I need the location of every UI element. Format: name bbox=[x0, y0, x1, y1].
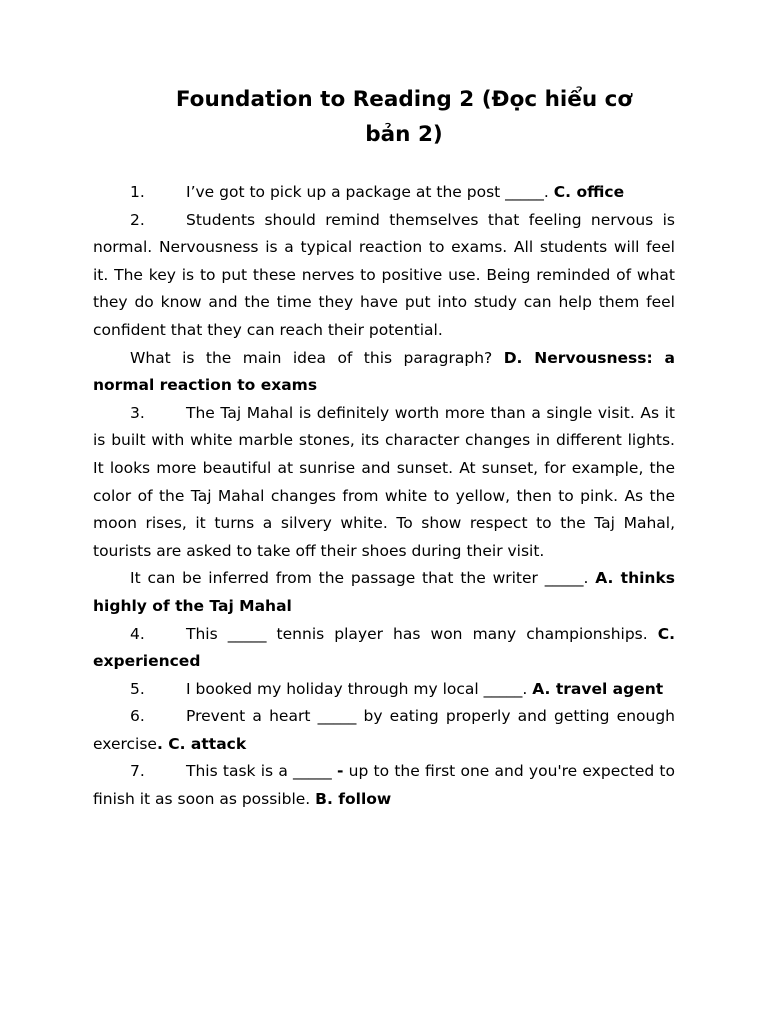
answer: A. thinks highly of the Taj Mahal bbox=[93, 569, 675, 615]
question-3-prompt bbox=[93, 565, 675, 620]
question-3-passage bbox=[93, 400, 675, 566]
question-number: 2. bbox=[130, 210, 145, 229]
question-text: It can be inferred from the passage that the writer _____. bbox=[130, 569, 596, 588]
question-5 bbox=[93, 676, 675, 704]
document-page bbox=[93, 82, 675, 814]
answer: A. travel agent bbox=[532, 679, 664, 698]
question-number: 3. bbox=[130, 403, 145, 422]
question-2-passage bbox=[93, 207, 675, 345]
answer: C. office bbox=[553, 183, 625, 201]
question-1 bbox=[93, 179, 675, 207]
question-number: 7. bbox=[130, 762, 145, 781]
question-number: 4. bbox=[130, 624, 145, 643]
question-text: I’ve got to pick up a package at the post _____. bbox=[186, 183, 554, 201]
dash-mark: - bbox=[337, 762, 344, 781]
document-title bbox=[93, 82, 675, 152]
question-text: What is the main idea of this paragraph? bbox=[130, 348, 504, 367]
question-number: 5. bbox=[130, 679, 145, 698]
title-line-2: bản 2) bbox=[365, 122, 443, 147]
answer: D. Nervousness: a normal reaction to exams bbox=[93, 348, 675, 395]
question-text: I booked my holiday through my local _____. bbox=[186, 679, 533, 698]
passage-text: Students should remind themselves that feeling nervous is normal. Nervousness is a typical reaction to exams. All students will feel it. The key is to put these nerves to positive use. Being reminded of what they do know and the time they have put into study can help them feel confident that they can reach their potential. bbox=[93, 210, 675, 339]
question-text: This _____ tennis player has won many championships. bbox=[186, 624, 658, 643]
question-number: 6. bbox=[130, 707, 145, 726]
answer: B. follow bbox=[315, 790, 392, 809]
answer: . C. attack bbox=[156, 734, 247, 753]
question-2-prompt bbox=[93, 345, 675, 400]
question-7 bbox=[93, 758, 675, 813]
question-text: Prevent a heart _____ by eating properly and getting enough exercise bbox=[93, 707, 675, 753]
answer: C. experienced bbox=[93, 624, 675, 671]
title-line-1: Foundation to Reading 2 (Đọc hiểu cơ bbox=[175, 87, 633, 112]
passage-text: The Taj Mahal is definitely worth more than a single visit. As it is built with white marble stones, its character changes in different lights. It looks more beautiful at sunrise and sunset. At sunset, for example, the color of the Taj Mahal changes from white to yellow, then to pink. As the moon rises, it turns a silvery white. To show respect to the Taj Mahal, tourists are asked to take off their shoes during their visit. bbox=[93, 403, 675, 560]
question-number: 1. bbox=[130, 183, 145, 201]
question-6 bbox=[93, 703, 675, 758]
question-text-continued: up to the first one and you're expected to finish it as soon as possible. bbox=[93, 762, 675, 809]
question-text: This task is a _____ bbox=[186, 762, 338, 781]
question-4 bbox=[93, 621, 675, 676]
